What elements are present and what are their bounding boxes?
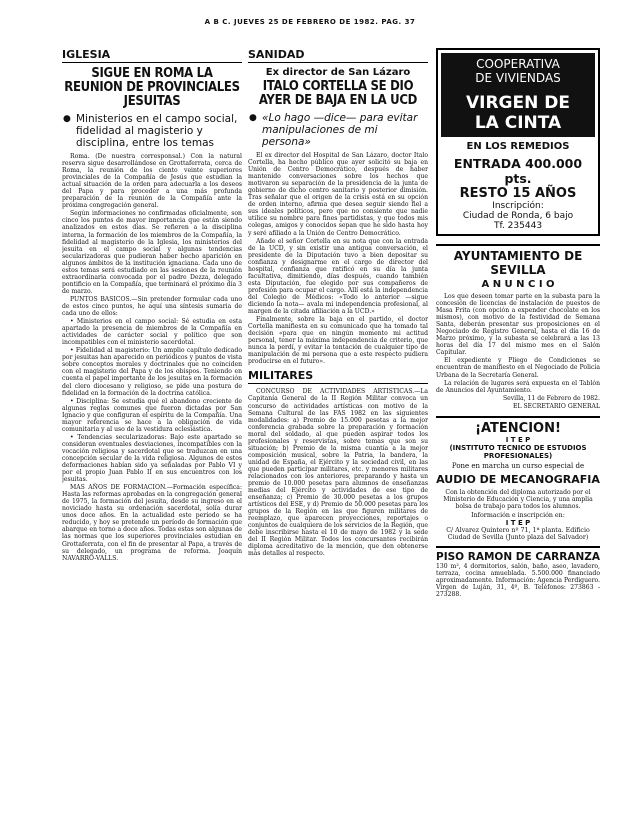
- ad-institute: (INSTITUTO TECNICO DE ESTUDIOS PROFESIONALES): [449, 443, 587, 460]
- ad-rest: RESTO 15 AÑOS: [459, 186, 577, 201]
- paragraph: El ex director del Hospital de San Lázaro, doctor Italo Cortella, ha hecho público que ayer solicitó su baja en Unión de Centro Democrático, después de haber mantenido conversaciones sobre los hechos que motivaron su separación de la presidencia de la junta de gobierno de dicho centro sanitario y posterior dimisión. Tras señalar que el origen de la crisis está en su opción de orden interno, afirma que desea seguir siendo fiel a sus ideales políticos, pero que no consiente que nadie utilice su nombre para fines partidistas, y que todos mis colegas, amigos y conocidos sepan que he sido hasta hoy y seré afiliado a la Unión de Centro Democrático.: [248, 152, 428, 237]
- ad-course: AUDIO DE MECANOGRAFIA: [436, 472, 600, 486]
- ad-line: COOPERATIVA: [476, 57, 560, 71]
- ad-title: ¡ATENCION!: [475, 420, 561, 436]
- paragraph: CONCURSO DE ACTIVIDADES ARTISTICAS.—La Capitanía General de la II Región Militar convoca un concurso de actividades artísticas con motivo de la Semana Cultural de las FAS 1982 en las siguientes modalidades: a) Premio de 15.000 pesetas a la mejor conferencia grabada sobre la preparación y formación moral del soldado, al que pueden aspirar todos los profesionales y reservistas, sobre temas que son su situación; b) Premio de la misma cuantía a la mejor composición musical, sobre la Patria, la bandera, la unidad de España, el Ejército y la sociedad civil, en las que pueden participar militares, etc. y menores militares relacionados con los anteriores, preparando y hasta un premio de 10.000 pesetas para alumnos de enseñanzas medias del Ejército y actividades de ese tipo de enseñanza; c) Premio de 30.000 pesetas a los grupos artísticos del ESE, y d) Premio de 50.000 pesetas para los grupos de la Región en las que figuren militares de reemplazo, que aparecen proyecciones, reportajes o conjuntos de cualquiera de los servicios de la Región, que debe inscribirse hasta el 10 de mayo de 1982 y la sede del II Región Militar. Todos los concursantes recibirán diploma acreditativo de la mención, que den obtenerse más detalles al respecto.: [248, 388, 428, 558]
- paragraph: PUNTOS BASICOS.—Sin pretender formular cada uno de estos cinco puntos, he aquí una síntesis sumaria de cada uno de ellos:: [62, 295, 242, 318]
- ad-abbr: I T E P: [505, 435, 531, 444]
- paragraph: Según informaciones no confirmadas oficialmente, son cinco los puntos de mayor importancia que están siendo analizados en estos días. Se refieren a la disciplina interna, la formación de los miembros de la Compañía, la fidelidad al magisterio de la Iglesia, los ministerios del jesuita en el campo social y algunas tendencias secularizadoras que pudieran haber hecho aparición en algunos ámbitos de la institución ignaciana. Cada uno de estos temas será estudiado en las sesiones de la reunión extraordinaria convocada por el padre Dezza, delegado pontificio en la Compañía, que terminará el próximo día 3 de marzo.: [62, 210, 242, 295]
- ad-price: ENTRADA 400.000 pts.: [453, 156, 583, 186]
- paragraph: Los que deseen tomar parte en la subasta para la concesión de licencias de instalación de puestos de Masa Frita (con opción a expender chocolate en los mismos), con motivo de la festividad de Semana Santa, deberán presentar sus proposiciones en el Negociado de Registro General, hasta el día 16 de Marzo próximo, y la subasta se celebrará a las 13 horas del día 17 del mismo mes en el Salón Capitular.: [436, 293, 600, 357]
- section-label: IGLESIA: [62, 48, 242, 63]
- ad-info: Inscripción:: [492, 201, 544, 211]
- headline: SIGUE EN ROMA LA REUNION DE PROVINCIALES JESUITAS: [64, 66, 240, 109]
- subhead: ● Ministerios en el campo social, fidelidad al magisterio y disciplina, entre los temas: [76, 113, 242, 149]
- divider: [436, 244, 600, 246]
- paragraph: • Ministerios en el campo social: Sé estudia en esta apartado la presencia de miembros de la Compañía en actividades de carácter social y político que son incompatibles con el ministerio sacerdotal.: [62, 318, 242, 347]
- paragraph: • Fidelidad al magisterio: Un amplio capítulo dedicado por jesuitas han aparecido en periódicos y puntos de vista sobre conceptos morales y doctrinales que no coinciden con el magisterio del Papa y de los obispos. Teniendo en cuenta el papel importante de los jesuitas en la formación del clero diocesano y religioso, se pide una postura de fidelidad en la formación de la doctrina católica.: [62, 347, 242, 397]
- kicker: Ex director de San Lázaro: [265, 67, 411, 78]
- paragraph: • Tendencias secularizadoras: Bajo este apartado se consideran eventuales desviaciones, incompatibles con la vocación religiosa y sacerdotal que se traduzcan en una concepción secular de la vida religiosa. Algunos de estos deformaciones habían sido ya señaladas por Pablo VI y por el propio Juan Pablo II en sus encuentros con los jesuitas.: [62, 433, 242, 484]
- paragraph: Roma. (De nuestra corresponsal.) Con la natural reserva sigue desarrollándose en Grottaferrata, cerca de Roma, la reunión de los ciento veinte superiores provinciales de la Compañía de Jesús que estudian la actual situación de la orden para adecuarla a los deseos del Papa y para proceder a una más profunda preparación de la reunión de la Compañía ante la próxima congregación general.: [62, 153, 242, 210]
- ad-name: LA CINTA: [474, 113, 562, 133]
- column-sanidad: [248, 48, 428, 808]
- ad-cooperativa: [436, 48, 600, 236]
- section-label-militares: MILITARES: [248, 369, 428, 384]
- ad-place: EN LOS REMEDIOS: [466, 141, 570, 152]
- ad-subtitle: A N U N C I O: [481, 279, 555, 290]
- ad-piso: [436, 551, 600, 598]
- ad-address: C/ Alvarez Quintero nº 71, 1ª planta. Edificio Ciudad de Sevilla (Junto plaza del Salvador): [446, 526, 590, 541]
- ad-name: I T E P: [505, 518, 531, 527]
- ad-phone: Tf. 235443: [493, 221, 543, 231]
- ad-black-panel: [441, 53, 595, 137]
- paragraph: El expediente y Pliego de Condiciones se encuentran de manifiesto en el Negociado de Policía Urbana de la Secretaría General.: [436, 357, 600, 379]
- subhead: ● «Lo hago —dice— para evitar manipulaciones de mi persona»: [262, 112, 428, 148]
- ad-body: 130 m², 4 dormitorios, salón, baño, aseo, lavadero, terraza, cocina amueblada. 5.500.000 financiado aproximadamente. Información: Agencia Perdiguero. Virgen de Luján, 31, 4º, B. Teléfonos: 273863 - 273288.: [436, 562, 600, 599]
- paragraph: Finalmente, sobre la baja en el partido, el doctor Cortella manifiesta en su comunicado que ha tomado tal decisión «para que en ningún momento mi actitud personal, tener la máxima independencia de criterio, que nunca la perdí, y evitar la tentación de cualquier tipo de manipulación de mi persona que a este respecto pudiera producirse en el futuro».: [248, 316, 428, 366]
- ad-itep: [436, 421, 600, 541]
- article-body-militares: [248, 388, 428, 557]
- article-body: [62, 153, 242, 562]
- ad-line: DE VIVIENDAS: [475, 71, 561, 85]
- headline: ITALO CORTELLA SE DIO AYER DE BAJA EN LA UCD: [258, 79, 418, 108]
- ad-info: Ciudad de Ronda, 6 bajo: [462, 211, 574, 221]
- ad-body: Con la obtención del diploma autorizado por el Ministerio de Educación y Ciencia, y una amplia bolsa de trabajo para todos los alumnos.: [443, 488, 593, 510]
- paragraph: La relación de lugares será expuesta en el Tablón de Anuncios del Ayuntamiento.: [436, 379, 600, 394]
- ad-ayuntamiento: [436, 249, 600, 410]
- ad-date: Sevilla, 11 de Febrero de 1982.: [502, 394, 600, 402]
- ad-signer: EL SECRETARIO GENERAL: [513, 402, 600, 410]
- article-body: [248, 152, 428, 365]
- section-label: SANIDAD: [248, 48, 428, 63]
- ad-intro: Pone en marcha un curso especial de: [451, 461, 585, 470]
- paragraph: Añade el señor Cortella en su nota que con la entrada de la UCD, y sin existir una antigua conversación, el presidente de la Diputación tuvo a bien depositar su confianza y designarme en el cargo de director del hospital, confianza que ratificó en su día la junta facultativa, dimitiendo, días después, cuando también esta Diputación, fue elegido por sus compañeros de profesión para ocupar el cargo. Allí está la independencia del Colegio de Médicos: «Todo lo anterior —sigue diciendo la nota— avala mi independencia profesional, al margen de la citada afiliación a la UCD.»: [248, 237, 428, 316]
- divider: [436, 546, 600, 548]
- ad-body: [436, 293, 600, 410]
- column-ads: [436, 48, 600, 808]
- ad-title: PISO RAMON DE CARRANZA: [436, 550, 600, 563]
- ad-name: VIRGEN DE: [465, 93, 570, 113]
- divider: [436, 416, 600, 418]
- paragraph: MAS AÑOS DE FORMACION.—Formación específica: Hasta las reformas aprobadas en la congregación general de 1975, la formación del jesuita, desde su ingreso en el noviciado hasta su ordenación sacerdotal, solía durar unos doce años. En la actualidad este período se ha reducido, y hoy se pretende un período de formación que abarque en torno a doce años. Todas estas son algunas de las normas que los superiores provinciales estudian en Grottaferrata, con el fin de presentar al Papa, a través de su delegado, un programa de reforma. Joaquín NAVARRO-VALLS.: [62, 484, 242, 562]
- ad-title: AYUNTAMIENTO DE SEVILLA: [453, 249, 583, 277]
- column-iglesia: [62, 48, 242, 808]
- ad-info: Información e inscripción en:: [471, 511, 565, 519]
- paragraph: • Disciplina: Se estudia qué el abandono creciente de algunas reglas comunes que fueron dictadas por San Ignacio y que configuran el espíritu de la Compañía. Una mayor referencia se hace a la obligación de vida comunitaria y al uso de la vestidura eclesiástica.: [62, 397, 242, 433]
- running-head: A B C. JUEVES 25 DE FEBRERO DE 1982. PAG. 37: [204, 18, 416, 26]
